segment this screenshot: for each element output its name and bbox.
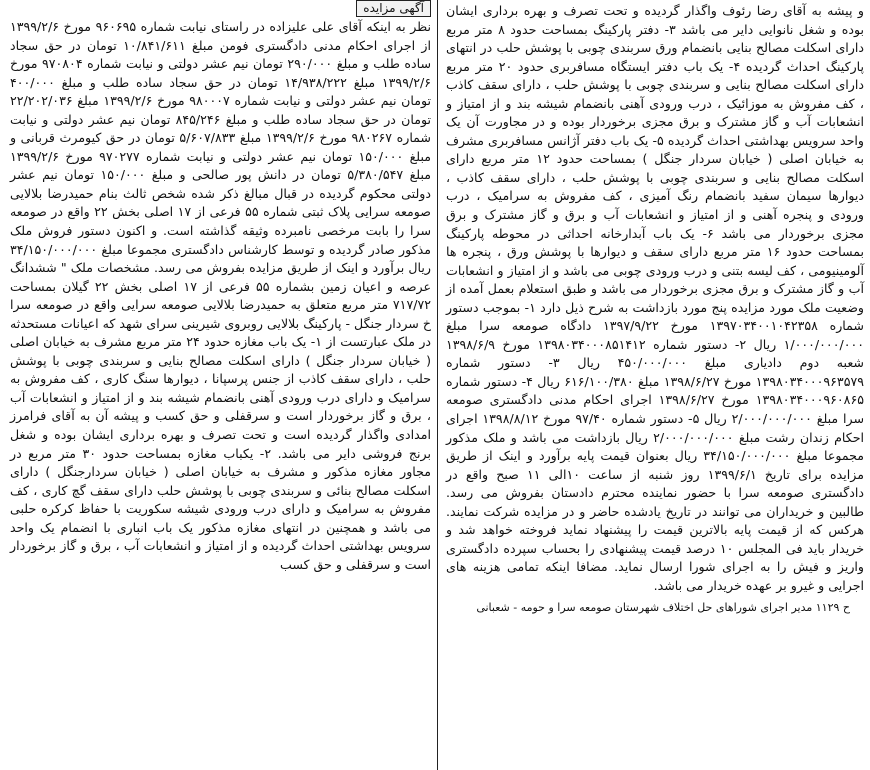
column-divider — [437, 0, 438, 770]
notice-heading-wrap — [10, 0, 431, 17]
notice-heading: آگهی مزایده — [356, 0, 431, 17]
right-column — [438, 0, 870, 770]
right-column-text: و پیشه به آقای رضا رئوف واگذار گردیده و تحت تصرف و بهره برداری ایشان بوده و شغل نانوایی دایر می باشد ۳- دفتر پارکینگ بمساحت حدود ۸ متر مربع دارای اسکلت مصالح بنایی بانضمام ورق سربندی چوبی با پوشش حلب در انتهای پارکینگ احداث گردیده ۴- یک باب دفتر ایستگاه مسافربری حدود ۲۰ متر مربع دارای اسکلت مصالح بنایی و سربندی چوبی با پوشش حلب ، دارای سقف کاذب ، کف مفروش به موزائیک ، درب ورودی آهنی بانضمام شیشه بند و از امتیاز و انشعابات آب و گاز مشترک و برق مجزی برخوردار بوده و در مجاورت آن یک واحد سرویس بهداشتی احداث گردیده ۵- یک باب دفتر آژانس مسافربری مشرف به خیابان اصلی ( خیابان سردار جنگل ) بمساحت حدود ۱۲ متر مربع دارای اسکلت مصالح بنایی و سربندی چوبی با پوشش حلب ، دارای سقف کاذب ، دیوارها سیمان سفید بانضمام رنگ آمیزی ، کف مفروش به سرامیک ، درب ورودی و پنجره آهنی و از امتیاز و انشعابات آب و برق و گاز مشترک و برق مجزی برخوردار می باشد ۶- یک باب آبدارخانه احداثی در محوطه پارکینگ بمساحت حدود ۱۶ متر مربع دارای سقف و دیوارها با پوشش ورق ، پنجره ها آلومینیومی ، کف لیسه بتنی و درب ورودی چوبی می باشد و از امتیاز و انشعابات آب و گاز مشترک و برق مجزی برخوردار می باشد و طبق استعلام بعمل آمده از وضعیت ملک مورد مزایده پنج مورد بازداشت به شرح ذیل دارد ۱- بموجب دستور شماره ۱۳۹۷۰۳۴۰۰۱۰۴۲۳۵۸ مورخ ۱۳۹۷/۹/۲۲ دادگاه صومعه سرا مبلغ ۱/۰۰۰/۰۰۰/۰۰۰ ریال ۲- دستور شماره ۱۳۹۸۰۳۴۰۰۰۸۵۱۴۱۲ مورخ ۱۳۹۸/۶/۹ شعبه دوم دادیاری مبلغ ۴۵۰/۰۰۰/۰۰۰ ریال ۳- دستور شماره ۱۳۹۸۰۳۴۰۰۰۹۶۳۵۷۹ مورخ ۱۳۹۸/۶/۲۷ مبلغ ۶۱۶/۱۰۰/۳۸۰ ریال ۴- دستور شماره ۱۳۹۸۰۳۴۰۰۰۹۶۰۸۶۵ مورخ ۱۳۹۸/۶/۲۷ اجرای احکام مدنی دادگستری صومعه سرا مبلغ ۲/۰۰۰/۰۰۰/۰۰۰ ریال ۵- دستور شماره ۹۷/۴۰ مورخ ۱۳۹۸/۸/۱۲ اجرای احکام زندان رشت مبلغ ۲/۰۰۰/۰۰۰/۰۰۰ ریال بازداشت می باشد و ملک مذکور مجموعا مبلغ ۳۴/۱۵۰/۰۰۰/۰۰۰ ریال بعنوان قیمت پایه برآورد و اینک از طریق مزایده برای تاریخ ۱۳۹۹/۶/۱ روز شنبه از ساعت ۱۰الی ۱۱ صبح واقع در دادگستری صومعه سرا با حضور نماینده محترم دادستان بفروش می رسد. طالبین و خریداران می توانند در تاریخ یادشده حاضر و در مزایده شرکت نمایند. هرکس که از قیمت پایه بالاترین قیمت را پیشنهاد نماید فروخته خواهد شد و خریدار باید فی المجلس ۱۰ درصد قیمت پیشنهادی را بحساب سپرده دادگستری واریز و فیش را به اجرای شورا ارسال نماید. مضافا اینکه تمامی هزینه های اجرایی و غیرو بر عهده خریدار می باشد. — [446, 3, 865, 593]
left-column-text: نظر به اینکه آقای علی علیزاده در راستای نیابت شماره ۹۶۰۶۹۵ مورخ ۱۳۹۹/۲/۶ از اجرای احکام مدنی دادگستری فومن مبلغ ۱۰/۸۴۱/۶۱۱ تومان در حق سجاد ساده طلب و مبلغ ۲۹۰/۰۰۰ تومان نیم عشر دولتی و نیابت شماره ۹۷۰۸۰۴ مورخ ۱۳۹۹/۲/۶ مبلغ ۱۴/۹۳۸/۲۲۲ تومان در حق سجاد ساده طلب و مبلغ ۴۰۰/۰۰۰ تومان نیم عشر دولتی و نیابت شماره ۹۸۰۰۰۷ مورخ ۱۳۹۹/۲/۶ مبلغ ۲۲/۲۰۲/۰۳۶ تومان در حق سجاد ساده طلب و مبلغ ۸۴۵/۲۴۶ تومان نیم عشر دولتی و نیابت شماره ۹۸۰۲۶۷ مورخ ۱۳۹۹/۲/۶ مبلغ ۵/۶۰۷/۸۳۳ تومان در حق کیومرث قربانی و مبلغ ۱۵۰/۰۰۰ تومان نیم عشر دولتی و نیابت شماره ۹۷۰۲۷۷ مورخ ۱۳۹۹/۲/۶ مبلغ ۵/۳۸۰/۵۴۷ تومان در دانش پور صالحی و مبلغ ۱۵۰/۰۰۰ تومان نیم عشر دولتی محکوم گردیده در قبال مبالغ ذکر شده شخص ثالث بنام حمیدرضا بلالایی صومعه سرایی پلاک ثبتی شماره ۵۵ فرعی از ۱۷ اصلی بخش ۲۲ واقع در صومعه سرا را بابت مرخصی نامبرده وثیقه گذاشته است. و اکنون دستور فروش ملک مذکور صادر گردیده و توسط کارشناس دادگستری مجموعا مبلغ ۳۴/۱۵۰/۰۰۰/۰۰۰ ریال برآورد و اینک از طریق مزایده بفروش می رسد. مشخصات ملک " ششدانگ عرصه و اعیان زمین بشماره ۵۵ فرعی از ۱۷ اصلی بخش ۲۲ گیلان بمساحت ۷۱۷/۷۲ متر مربع متعلق به حمیدرضا بلالایی صومعه سرایی واقع در صومعه سرا خ سردار جنگل - پارکینگ بلالایی روبروی شیرینی سرای شهد که اعیانات مستحدثه در ملک عبارتست از ۱- یک باب مغازه حدود ۲۴ متر مربع مشرف به خیابان اصلی ( خیابان سردار جنگل ) دارای اسکلت مصالح بنایی و سربندی چوبی با پوشش حلب ، دارای سقف کاذب از جنس پرسپانا ، دیوارها سنگ کاری ، کف مفروش به سرامیک و دارای درب ورودی آهنی بانضمام شیشه بند و از امتیاز و انشعابات آب ، برق و گاز برخوردار است و سرقفلی و حق کسب و پیشه آن به آقای فرامرز امدادی واگذار گردیده است و تحت تصرف و بهره برداری ایشان بوده و شغل برنج فروشی دایر می باشد. ۲- یکباب مغازه بمساحت حدود ۳۰ متر مربع در مجاور مغازه مذکور و مشرف به خیابان اصلی ( خیابان سردارجنگل ) دارای اسکلت مصالح بنائی و سربندی چوبی با پوشش حلب دارای سقف گچ کاری ، کف مفروش به سرامیک و دارای درب ورودی شیشه سکوریت با حفاظ کرکره حلبی می باشد و همچنین در انتهای مغازه مذکور یک باب انباری با انضمام یک واحد سرویس بهداشتی احداث گردیده و از امتیاز و انشعابات آب ، برق و گاز برخوردار است و سرقفلی و حق کسب — [10, 19, 432, 572]
notice-footer: ح ۱۱۲۹ مدیر اجرای شوراهای حل اختلاف شهرستان صومعه سرا و حومه - شعبانی — [476, 600, 850, 614]
